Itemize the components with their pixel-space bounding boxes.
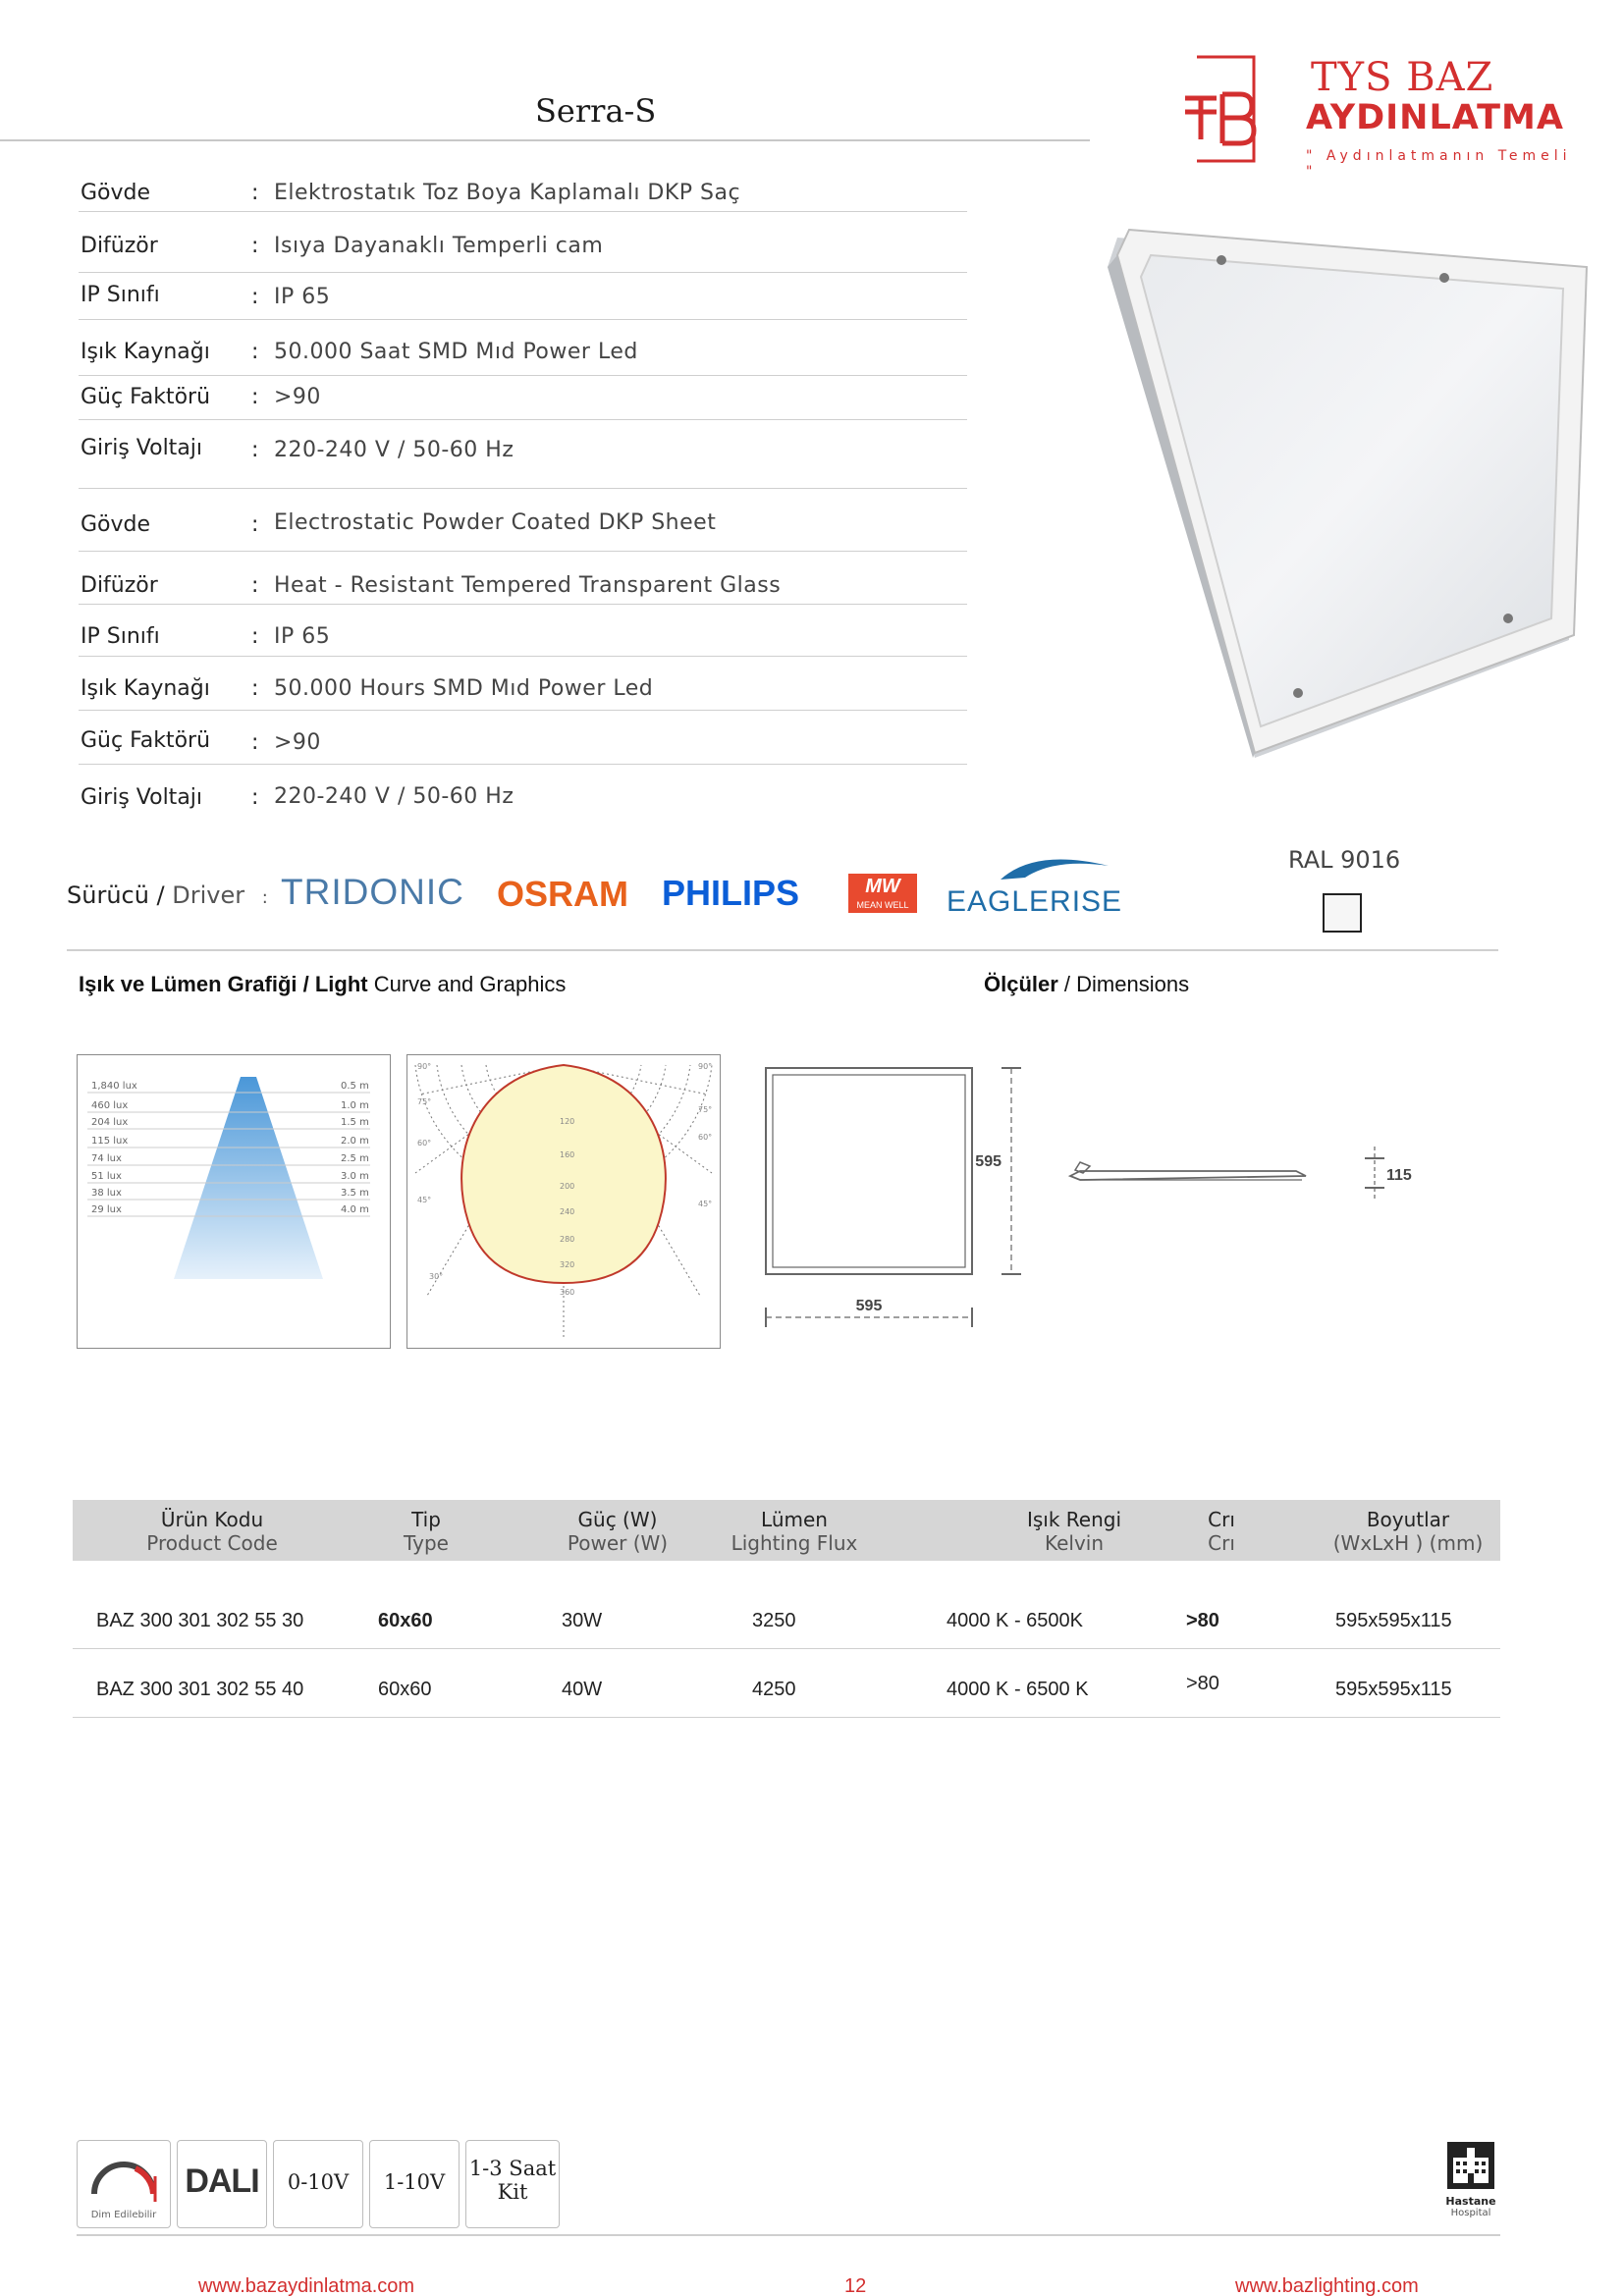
polar-radial-label: 120 bbox=[560, 1117, 575, 1126]
ral-swatch bbox=[1323, 893, 1362, 933]
footer-link-en[interactable]: www.bazlighting.com bbox=[1235, 2275, 1419, 2296]
ral-label: RAL 9016 bbox=[1288, 846, 1401, 874]
spec-row bbox=[79, 212, 967, 273]
polar-radial-label: 200 bbox=[560, 1182, 575, 1191]
lux-value-label: 460 lux bbox=[91, 1100, 129, 1111]
brand-meanwell bbox=[848, 874, 917, 913]
cell-power: 30W bbox=[562, 1610, 603, 1631]
polar-radial-label: 280 bbox=[560, 1235, 575, 1244]
spec-label: Işık Kaynağı bbox=[81, 340, 210, 364]
col-cri: Crı Crı bbox=[1208, 1508, 1235, 1555]
cell-type: 60x60 bbox=[378, 1679, 432, 1700]
control-1-10v-label: 1-10V bbox=[383, 2170, 446, 2194]
polar-intensity-chart bbox=[406, 1054, 721, 1349]
hospital-label-en: Hospital bbox=[1450, 2208, 1491, 2218]
table-row bbox=[73, 1598, 1500, 1649]
col-type: Tip Type bbox=[404, 1508, 449, 1555]
polar-angle-label: 30° bbox=[429, 1272, 444, 1281]
width-dim-label: 595 bbox=[855, 1298, 883, 1314]
logo-line1: TYS BAZ bbox=[1311, 55, 1494, 100]
spec-label: Difüzör bbox=[81, 234, 158, 258]
cell-type: 60x60 bbox=[378, 1610, 433, 1631]
cell-cri: >80 bbox=[1186, 1673, 1219, 1694]
divider bbox=[67, 949, 1498, 951]
spec-row bbox=[79, 489, 967, 552]
spec-value: 220-240 V / 50-60 Hz bbox=[274, 438, 514, 462]
lux-distance-chart bbox=[77, 1054, 391, 1349]
depth-dim-label: 115 bbox=[1386, 1167, 1412, 1184]
meanwell-name: MEAN WELL bbox=[856, 900, 909, 910]
emergency-kit-badge bbox=[465, 2140, 560, 2228]
spec-colon: : bbox=[251, 385, 259, 409]
spec-row bbox=[79, 657, 967, 711]
spec-value: 50.000 Hours SMD Mıd Power Led bbox=[274, 676, 654, 701]
spec-label: Gövde bbox=[81, 181, 151, 205]
dali-badge bbox=[177, 2140, 267, 2228]
hospital-label-tr: Hastane bbox=[1445, 2195, 1496, 2208]
footer-link-tr[interactable]: www.bazaydinlatma.com bbox=[198, 2275, 415, 2296]
dim-heading-en: / Dimensions bbox=[1057, 972, 1190, 996]
polar-angle-label: 75° bbox=[698, 1105, 713, 1114]
spec-row bbox=[79, 552, 967, 605]
spec-label: Gövde bbox=[81, 512, 151, 537]
cell-power: 40W bbox=[562, 1679, 603, 1700]
product-table-header bbox=[73, 1500, 1500, 1561]
spec-value: Isıya Dayanaklı Temperli cam bbox=[274, 234, 604, 258]
distance-label: 2.5 m bbox=[341, 1153, 369, 1164]
dimmable-badge bbox=[77, 2140, 171, 2228]
spec-label: IP Sınıfı bbox=[81, 624, 160, 649]
page-number: 12 bbox=[844, 2275, 867, 2296]
spec-label: Difüzör bbox=[81, 573, 158, 598]
spec-colon: : bbox=[251, 181, 259, 205]
driver-label-en: Driver bbox=[164, 881, 245, 909]
lux-value-label: 29 lux bbox=[91, 1204, 122, 1215]
distance-label: 1.0 m bbox=[341, 1100, 369, 1111]
col-flux: Lümen Lighting Flux bbox=[731, 1508, 858, 1555]
distance-label: 0.5 m bbox=[341, 1081, 369, 1092]
lux-cone-graphic bbox=[78, 1055, 390, 1348]
spec-value: >90 bbox=[274, 730, 321, 755]
spec-colon: : bbox=[251, 340, 259, 364]
cell-size: 595x595x115 bbox=[1335, 1610, 1452, 1631]
cell-flux: 3250 bbox=[752, 1610, 796, 1631]
polar-radial-label: 360 bbox=[560, 1288, 575, 1297]
spec-value: IP 65 bbox=[274, 285, 331, 309]
brand-logo bbox=[1178, 55, 1591, 180]
driver-label bbox=[67, 881, 268, 909]
light-heading-en: Curve and Graphics bbox=[367, 972, 567, 996]
logo-slogan: " Aydınlatmanın Temeli " bbox=[1306, 148, 1572, 180]
brand-tridonic: TRIDONIC bbox=[281, 872, 464, 912]
eagle-swoosh-icon bbox=[996, 854, 1113, 883]
spec-colon: : bbox=[251, 730, 259, 755]
footer-divider bbox=[77, 2234, 1500, 2236]
spec-label: IP Sınıfı bbox=[81, 283, 160, 307]
lux-value-label: 74 lux bbox=[91, 1153, 122, 1164]
spec-colon: : bbox=[251, 624, 259, 649]
spec-colon: : bbox=[251, 785, 259, 810]
spec-colon: : bbox=[251, 512, 259, 537]
polar-angle-label: 60° bbox=[417, 1139, 432, 1148]
brand-osram: OSRAM bbox=[497, 874, 628, 914]
page-title: Serra-S bbox=[535, 92, 657, 130]
cell-code: BAZ 300 301 302 55 30 bbox=[96, 1610, 304, 1631]
dali-label: DALI bbox=[185, 2163, 259, 2200]
spec-colon: : bbox=[251, 234, 259, 258]
kit-label-line1: 1-3 Saat bbox=[468, 2157, 557, 2180]
meanwell-mark: MW bbox=[865, 876, 900, 897]
spec-value: IP 65 bbox=[274, 624, 331, 649]
polar-radial-label: 320 bbox=[560, 1260, 575, 1269]
kit-label-line2: Kit bbox=[497, 2180, 528, 2204]
driver-colon: : bbox=[261, 887, 268, 908]
spec-label: Işık Kaynağı bbox=[81, 676, 210, 701]
light-heading-tr: Işık ve Lümen Grafiği / bbox=[79, 972, 315, 996]
eaglerise-name: EAGLERISE bbox=[947, 885, 1123, 918]
cell-code: BAZ 300 301 302 55 40 bbox=[96, 1679, 304, 1700]
spec-label: Giriş Voltajı bbox=[81, 436, 203, 460]
spec-value: >90 bbox=[274, 385, 321, 409]
brand-eaglerise bbox=[947, 854, 1123, 919]
spec-value: Elektrostatık Toz Boya Kaplamalı DKP Saç bbox=[274, 181, 741, 205]
dim-heading-tr: Ölçüler bbox=[984, 972, 1058, 996]
polar-angle-label: 60° bbox=[698, 1133, 713, 1142]
col-size: Boyutlar (WxLxH ) (mm) bbox=[1332, 1508, 1484, 1555]
spec-row bbox=[79, 765, 967, 820]
spec-row bbox=[79, 420, 967, 489]
polar-angle-label: 90° bbox=[417, 1062, 432, 1071]
spec-row bbox=[79, 376, 967, 420]
spec-row bbox=[79, 273, 967, 320]
spec-value: 220-240 V / 50-60 Hz bbox=[274, 784, 514, 809]
lux-value-label: 1,840 lux bbox=[91, 1081, 137, 1092]
distance-label: 2.0 m bbox=[341, 1136, 369, 1147]
spec-colon: : bbox=[251, 573, 259, 598]
light-curve-heading bbox=[79, 972, 566, 997]
spec-label: Güç Faktörü bbox=[81, 728, 211, 753]
lux-value-label: 38 lux bbox=[91, 1188, 122, 1199]
distance-label: 3.5 m bbox=[341, 1188, 369, 1199]
control-0-10v-badge bbox=[273, 2140, 363, 2228]
lux-value-label: 204 lux bbox=[91, 1117, 129, 1128]
spec-colon: : bbox=[251, 676, 259, 701]
polar-angle-label: 45° bbox=[417, 1196, 432, 1204]
distance-label: 4.0 m bbox=[341, 1204, 369, 1215]
spec-row bbox=[79, 605, 967, 657]
dimmer-arc-icon bbox=[84, 2155, 163, 2204]
polar-radial-label: 160 bbox=[560, 1150, 575, 1159]
spec-value: 50.000 Saat SMD Mıd Power Led bbox=[274, 340, 638, 364]
spec-list bbox=[79, 175, 967, 820]
product-photo bbox=[1108, 228, 1589, 758]
polar-radial-label: 240 bbox=[560, 1207, 575, 1216]
cell-cri: >80 bbox=[1186, 1610, 1219, 1631]
spec-row bbox=[79, 711, 967, 765]
spec-row bbox=[79, 320, 967, 376]
dimension-drawing bbox=[756, 1060, 1502, 1345]
spec-label: Güç Faktörü bbox=[81, 385, 211, 409]
cell-kelvin: 4000 K - 6500K bbox=[947, 1610, 1083, 1631]
driver-label-tr: Sürücü / bbox=[67, 881, 165, 909]
tb-logo-icon bbox=[1183, 55, 1258, 163]
title-bar bbox=[0, 90, 1090, 141]
distance-label: 3.0 m bbox=[341, 1171, 369, 1182]
hospital-building-icon bbox=[1445, 2140, 1496, 2191]
spec-colon: : bbox=[251, 438, 259, 462]
spec-label: Giriş Voltajı bbox=[81, 785, 203, 810]
spec-row bbox=[79, 175, 967, 212]
spec-value: Heat - Resistant Tempered Transparent Glass bbox=[274, 573, 782, 598]
polar-diagram bbox=[407, 1055, 720, 1348]
col-power: Güç (W) Power (W) bbox=[567, 1508, 669, 1555]
distance-label: 1.5 m bbox=[341, 1117, 369, 1128]
light-heading-bold: Light bbox=[314, 972, 368, 996]
polar-angle-label: 75° bbox=[417, 1097, 432, 1106]
brand-philips: PHILIPS bbox=[662, 873, 800, 913]
spec-colon: : bbox=[251, 285, 259, 309]
table-row bbox=[73, 1667, 1500, 1718]
logo-line2: AYDINLATMA bbox=[1306, 98, 1564, 137]
polar-angle-label: 90° bbox=[698, 1062, 713, 1071]
lux-value-label: 115 lux bbox=[91, 1136, 129, 1147]
dimensions-heading bbox=[984, 972, 1189, 997]
col-kelvin: Işık Rengi Kelvin bbox=[1026, 1508, 1122, 1555]
lux-value-label: 51 lux bbox=[91, 1171, 122, 1182]
hospital-badge bbox=[1445, 2140, 1496, 2228]
cell-flux: 4250 bbox=[752, 1679, 796, 1700]
polar-angle-label: 45° bbox=[698, 1200, 713, 1208]
control-1-10v-badge bbox=[369, 2140, 460, 2228]
dimmable-label: Dim Edilebilir bbox=[90, 2210, 157, 2220]
cell-size: 595x595x115 bbox=[1335, 1679, 1452, 1700]
spec-value: Electrostatic Powder Coated DKP Sheet bbox=[274, 510, 717, 535]
height-dim-label: 595 bbox=[975, 1153, 1001, 1170]
cell-kelvin: 4000 K - 6500 K bbox=[947, 1679, 1089, 1700]
col-product-code: Ürün Kodu Product Code bbox=[146, 1508, 278, 1555]
control-0-10v-label: 0-10V bbox=[287, 2170, 350, 2194]
